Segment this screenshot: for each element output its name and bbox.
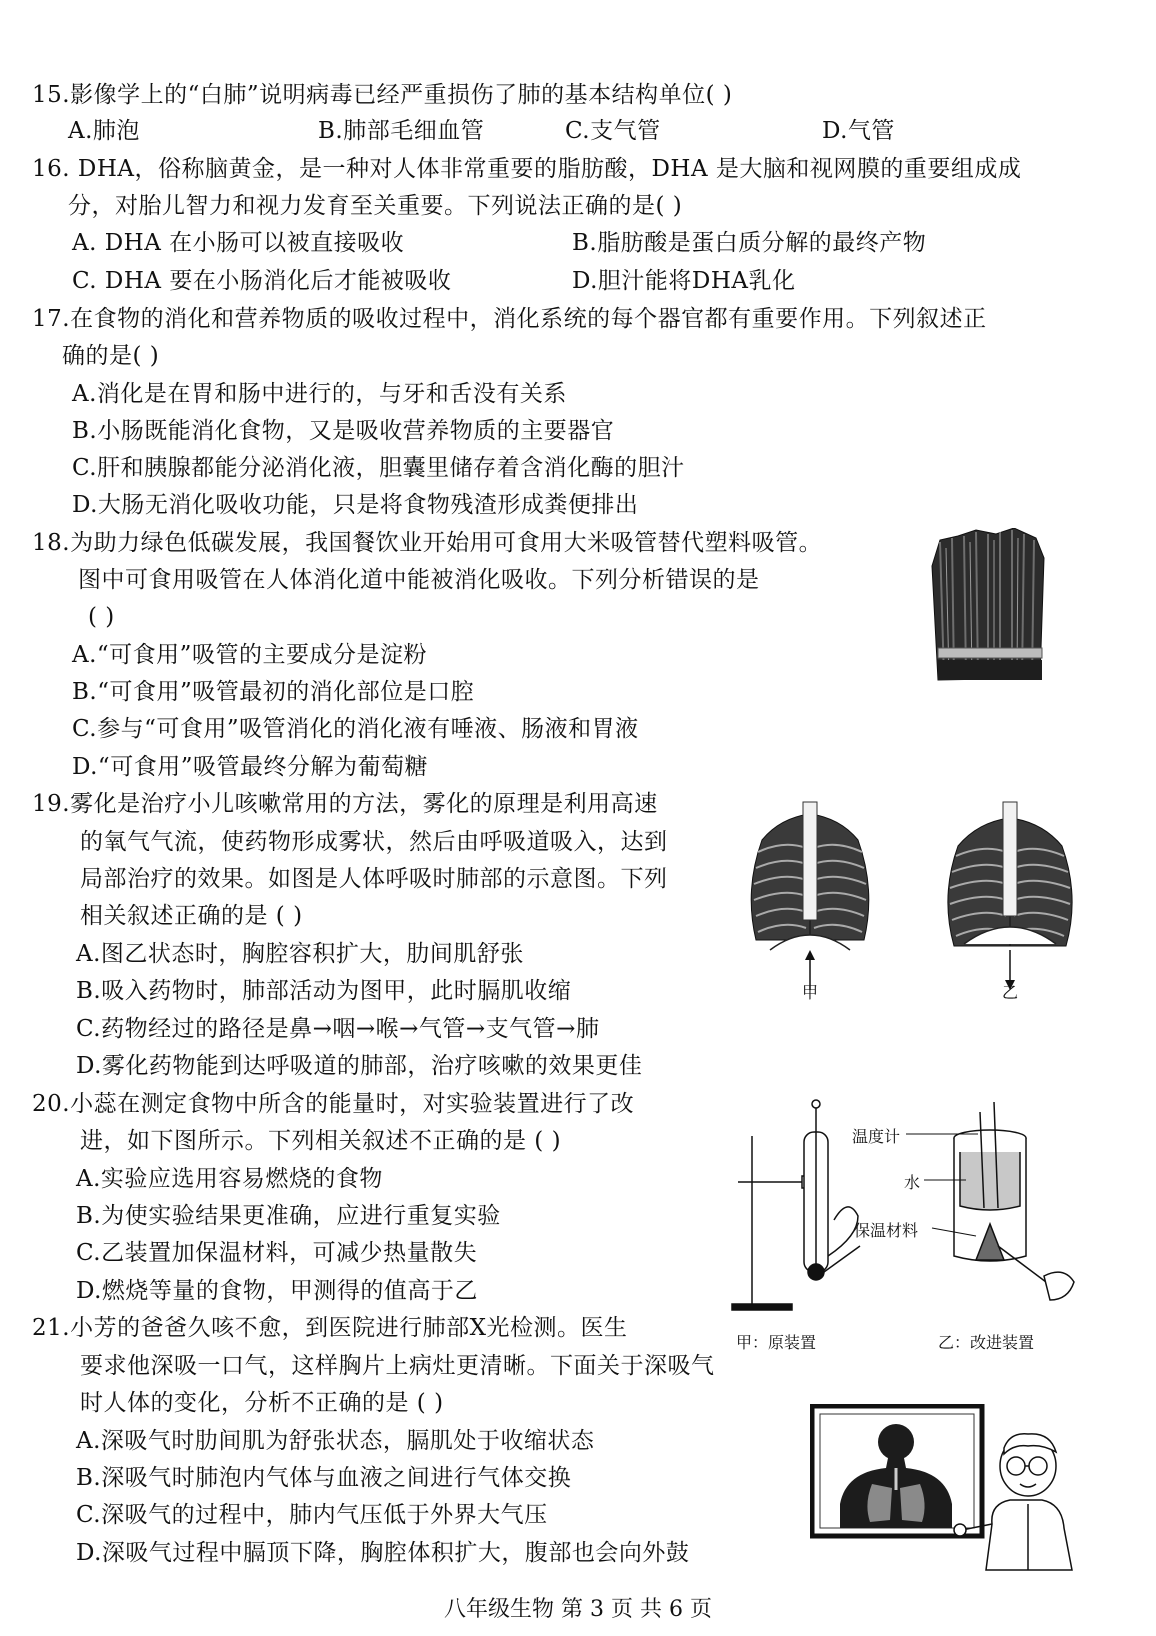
q15-option-a: A.肺泡: [68, 118, 140, 144]
label-thermometer: 温度计: [852, 1127, 901, 1146]
original-apparatus: [732, 1100, 860, 1310]
ribcage-jia: [751, 802, 869, 990]
q20-option-c: C.乙装置加保温材料，可减少热量散失: [76, 1240, 478, 1266]
q19-option-a: A.图乙状态时，胸腔容积扩大，肋间肌舒张: [76, 941, 524, 967]
q19-stem-2: 的氧气气流，使药物形成雾状，然后由呼吸道吸入，达到: [80, 829, 668, 855]
q21-option-d: D.深吸气过程中膈顶下降，胸腔体积扩大，腹部也会向外鼓: [76, 1540, 690, 1566]
q19-option-d: D.雾化药物能到达呼吸道的肺部，治疗咳嗽的效果更佳: [76, 1053, 643, 1079]
q16-stem-1: 16. DHA，俗称脑黄金，是一种对人体非常重要的脂肪酸，DHA 是大脑和视网膜的重要组成成: [32, 156, 1022, 182]
q18-option-c: C.参与“可食用”吸管消化的消化液有唾液、肠液和胃液: [72, 716, 639, 742]
q18-stem-3: ( ): [88, 604, 115, 630]
q17-option-d: D.大肠无消化吸收功能，只是将食物残渣形成粪便排出: [72, 492, 639, 518]
q20-option-a: A.实验应选用容易燃烧的食物: [76, 1166, 383, 1192]
calorimeter-figure: [728, 1096, 1084, 1354]
q21-stem-1: 21.小芳的爸爸久咳不愈，到医院进行肺部X光检测。医生: [32, 1315, 628, 1341]
q21-stem-3: 时人体的变化，分析不正确的是 ( ): [80, 1390, 444, 1416]
q19-stem-4: 相关叙述正确的是 ( ): [80, 903, 303, 929]
q20-option-b: B.为使实验结果更准确，应进行重复实验: [76, 1203, 501, 1229]
q19-option-c: C.药物经过的路径是鼻→咽→喉→气管→支气管→肺: [76, 1016, 600, 1042]
q19-option-b: B.吸入药物时，肺部活动为图甲，此时膈肌收缩: [76, 978, 572, 1004]
label-water: 水: [904, 1173, 921, 1192]
figure-label-yi: 乙: [1002, 983, 1019, 1002]
q21-option-b: B.深吸气时肺泡内气体与血液之间进行气体交换: [76, 1465, 572, 1491]
q15-option-c: C.支气管: [565, 118, 661, 144]
q21-option-c: C.深吸气的过程中，肺内气压低于外界大气压: [76, 1502, 548, 1528]
ribcage-yi: [948, 802, 1072, 990]
q17-option-a: A.消化是在胃和肠中进行的，与牙和舌没有关系: [72, 381, 567, 407]
q16-stem-2: 分，对胎儿智力和视力发育至关重要。下列说法正确的是( ): [68, 193, 683, 219]
q21-option-a: A.深吸气时肋间肌为舒张状态，膈肌处于收缩状态: [76, 1428, 595, 1454]
q16-option-d: D.胆汁能将DHA乳化: [572, 268, 796, 294]
q16-option-b: B.脂肪酸是蛋白质分解的最终产物: [572, 230, 927, 256]
q20-stem-1: 20.小蕊在测定食物中所含的能量时，对实验装置进行了改: [32, 1091, 635, 1117]
label-original: 甲：原装置: [736, 1333, 817, 1352]
q17-option-b: B.小肠既能消化食物，又是吸收营养物质的主要器官: [72, 418, 615, 444]
q17-option-c: C.肝和胰腺都能分泌消化液，胆囊里储存着含消化酶的胆汁: [72, 455, 685, 481]
improved-apparatus: [906, 1102, 1074, 1300]
q16-option-c: C. DHA 要在小肠消化后才能被吸收: [72, 268, 452, 294]
q17-stem-2: 确的是( ): [62, 343, 160, 369]
q18-option-d: D.“可食用”吸管最终分解为葡萄糖: [72, 754, 428, 780]
q18-stem-1: 18.为助力绿色低碳发展，我国餐饮业开始用可食用大米吸管替代塑料吸管。: [32, 530, 823, 556]
ribcage-figure: [740, 800, 1090, 1000]
q18-option-a: A.“可食用”吸管的主要成分是淀粉: [72, 642, 427, 668]
q15-option-b: B.肺部毛细血管: [318, 118, 485, 144]
q15-stem: 15.影像学上的“白肺”说明病毒已经严重损伤了肺的基本结构单位( ): [32, 82, 733, 108]
q19-stem-1: 19.雾化是治疗小儿咳嗽常用的方法，雾化的原理是利用高速: [32, 791, 658, 817]
rice-straws-image: [918, 528, 1054, 688]
q20-option-d: D.燃烧等量的食物，甲测得的值高于乙: [76, 1278, 478, 1304]
q18-stem-2: 图中可食用吸管在人体消化道中能被消化吸收。下列分析错误的是: [78, 567, 760, 593]
label-insulation: 保温材料: [854, 1221, 919, 1240]
q21-stem-2: 要求他深吸一口气，这样胸片上病灶更清晰。下面关于深吸气: [80, 1353, 715, 1379]
q16-option-a: A. DHA 在小肠可以被直接吸收: [72, 230, 405, 256]
q18-option-b: B.“可食用”吸管最初的消化部位是口腔: [72, 679, 475, 705]
q15-option-d: D.气管: [822, 118, 895, 144]
label-improved: 乙：改进装置: [938, 1333, 1035, 1352]
q19-stem-3: 局部治疗的效果。如图是人体呼吸时肺部的示意图。下列: [80, 866, 668, 892]
q17-stem-1: 17.在食物的消化和营养物质的吸收过程中，消化系统的每个器官都有重要作用。下列叙述正: [32, 306, 987, 332]
page-footer: 八年级生物 第 3 页 共 6 页: [444, 1597, 712, 1622]
xray-doctor-figure: [810, 1404, 1080, 1572]
figure-label-jia: 甲: [802, 983, 819, 1002]
q20-stem-2: 进，如下图所示。下列相关叙述不正确的是 ( ): [80, 1128, 562, 1154]
